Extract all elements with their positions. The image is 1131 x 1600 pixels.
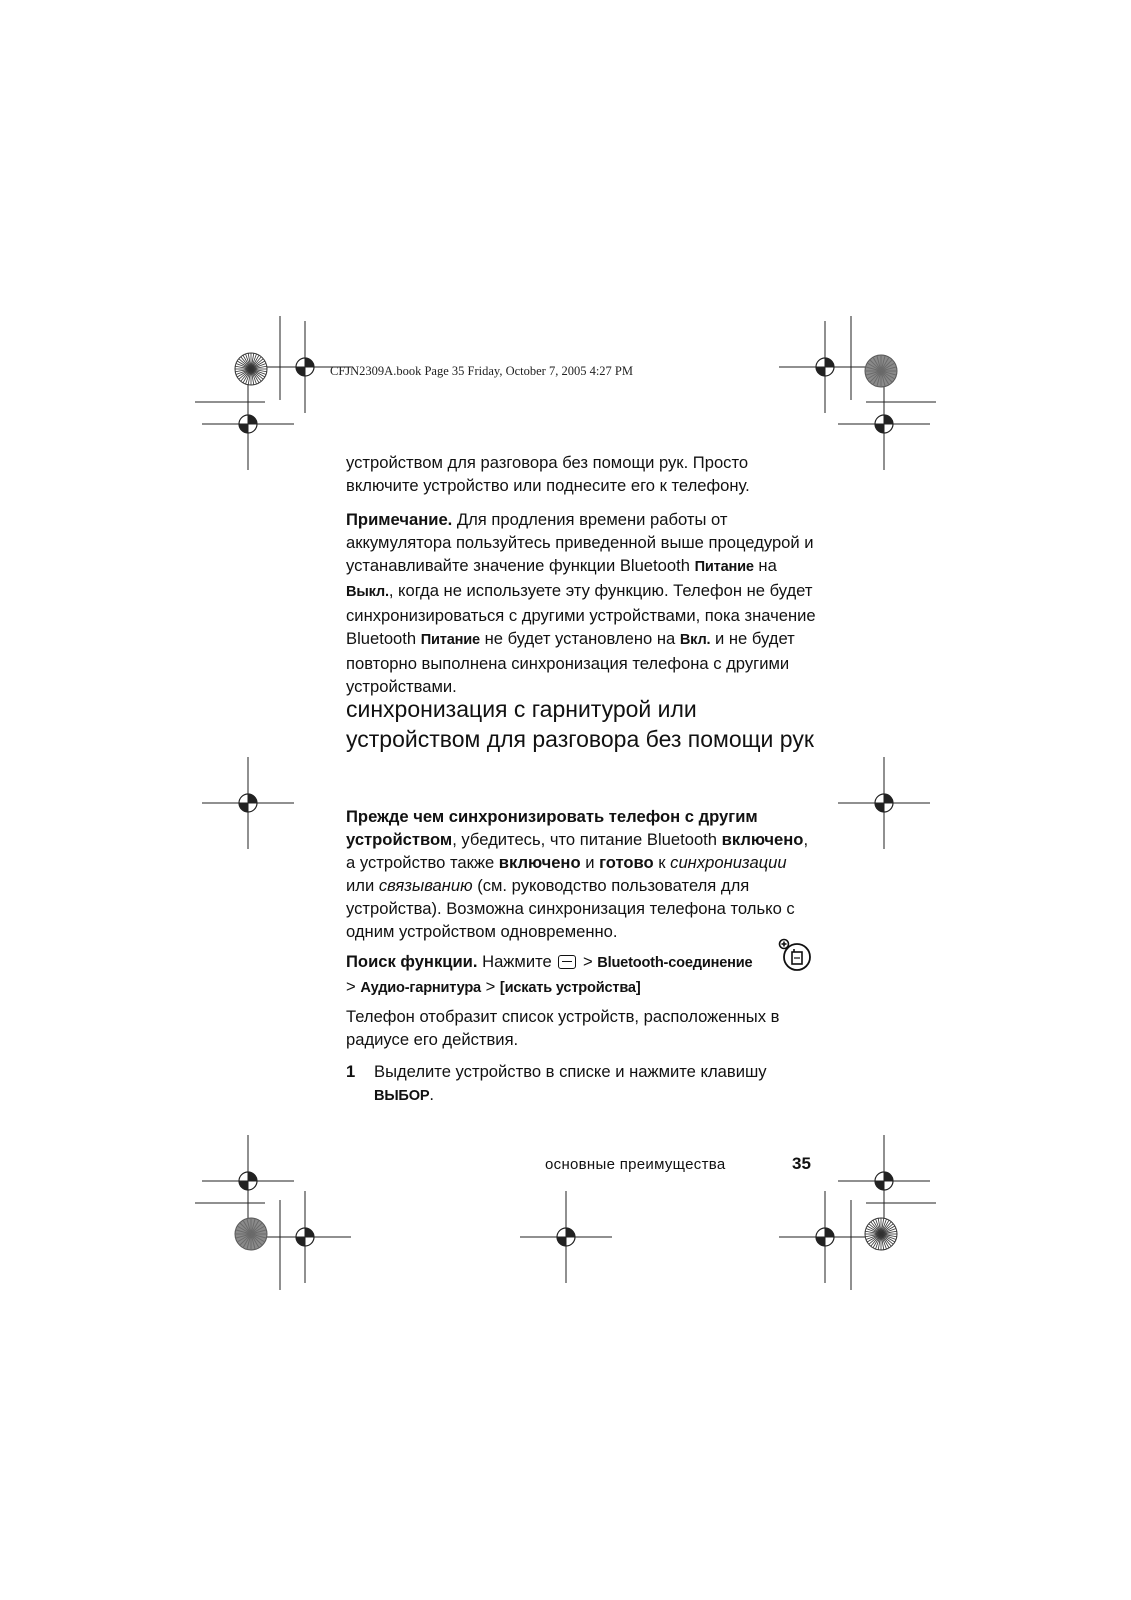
registration-quadrant — [825, 358, 834, 367]
registration-quadrant — [875, 1181, 884, 1190]
registration-quadrant — [825, 1228, 834, 1237]
menu-path-item: [искать устройства] — [499, 979, 641, 996]
page-number: 35 — [792, 1154, 811, 1173]
menu-path-item: Аудио-гарнитура — [360, 979, 481, 996]
note-text: на — [753, 555, 777, 575]
note-text: и не будет повторно выполнена синхронизация телефона с другими устройствами. — [346, 628, 795, 696]
registration-quadrant — [248, 415, 257, 424]
registration-quadrant — [248, 794, 257, 803]
menu-term: Питание — [420, 631, 480, 648]
registration-quadrant — [884, 794, 893, 803]
body-text: к — [653, 852, 671, 872]
emphasis: Прежде чем синхронизировать телефон с другим устройством — [346, 806, 758, 849]
body-text: Нажмите — [477, 951, 557, 971]
italic-term: синхронизации — [670, 852, 787, 872]
note-paragraph — [346, 508, 816, 698]
feature-availability-icon — [778, 938, 812, 972]
find-feature-paragraph — [346, 950, 776, 1000]
menu-term: Выкл. — [346, 583, 389, 600]
registration-quadrant — [884, 1172, 893, 1181]
registration-quadrant — [296, 1237, 305, 1246]
registration-quadrant — [875, 803, 884, 812]
intro-paragraph: устройством для разговора без помощи рук. Просто включите устройство или поднесите его к телефону. — [346, 452, 750, 495]
body-text: . — [429, 1085, 435, 1104]
body-text: или — [346, 875, 379, 895]
menu-term: Вкл. — [679, 631, 711, 648]
separator: > — [578, 951, 598, 971]
emphasis: включено — [721, 829, 804, 849]
note-label: Примечание. — [346, 509, 453, 529]
body-text: , убедитесь, что питание Bluetooth — [452, 829, 722, 849]
section-heading: синхронизация с гарнитурой или устройством для разговора без помощи рук — [346, 696, 814, 752]
separator: > — [480, 976, 500, 996]
registration-quadrant — [296, 367, 305, 376]
registration-quadrant — [305, 358, 314, 367]
registration-quadrant — [557, 1237, 566, 1246]
body-text: , а устройство также — [346, 829, 809, 872]
body-text: Выделите устройство в списке и нажмите клавишу — [374, 1062, 767, 1081]
registration-quadrant — [875, 424, 884, 433]
registration-quadrant — [239, 1181, 248, 1190]
menu-term: Питание — [694, 558, 754, 575]
separator: > — [346, 976, 361, 996]
registration-quadrant — [239, 803, 248, 812]
registration-quadrant — [884, 415, 893, 424]
emphasis: включено — [498, 852, 581, 872]
step-number: 1 — [346, 1062, 356, 1081]
registration-quadrant — [305, 1228, 314, 1237]
footer-section-label: основные преимущества — [545, 1156, 726, 1173]
registration-quadrant — [248, 1172, 257, 1181]
registration-quadrant — [816, 1237, 825, 1246]
emphasis: готово — [599, 852, 654, 872]
menu-key-icon — [558, 955, 576, 969]
find-label: Поиск функции. — [346, 951, 478, 971]
print-slug: CFJN2309A.book Page 35 Friday, October 7, 2005 4:27 PM — [330, 364, 634, 378]
result-paragraph: Телефон отобразит список устройств, расположенных в радиусе его действия. — [346, 1006, 780, 1049]
registration-quadrant — [566, 1228, 575, 1237]
registration-quadrant — [239, 424, 248, 433]
menu-path-item: Bluetooth-соединение — [597, 954, 753, 971]
note-text: Для продления времени работы от аккумулятора пользуйтесь приведенной выше процедурой и устанавливайте значение функции Bluetooth — [346, 509, 814, 575]
note-text: не будет установлено на — [479, 628, 680, 648]
before-paragraph — [346, 805, 816, 943]
body-text: и — [580, 852, 600, 872]
softkey-label: ВЫБОР — [374, 1088, 430, 1104]
body-text: (см. руководство пользователя для устройства). Возможна синхронизация телефона только с одним устройством одновременно. — [346, 875, 795, 941]
italic-term: связыванию — [378, 875, 473, 895]
step-text — [374, 1060, 816, 1108]
note-text: , когда не используете эту функцию. Телефон не будет синхронизироваться с другими устройствами, пока значение Bluetooth — [346, 580, 816, 648]
registration-quadrant — [816, 367, 825, 376]
